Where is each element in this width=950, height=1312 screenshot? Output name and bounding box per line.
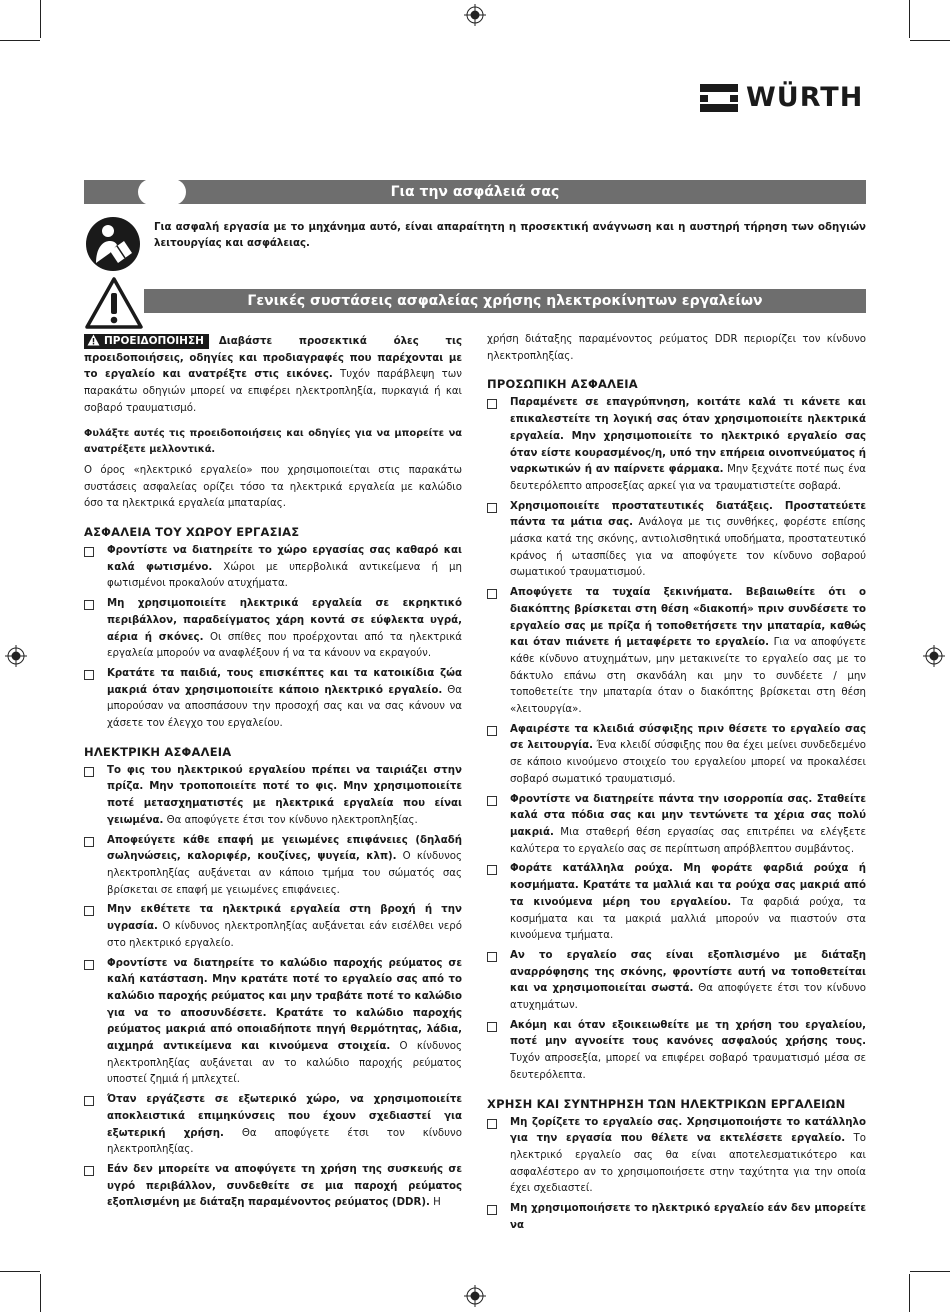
checkbox-icon <box>84 600 94 610</box>
list-item: Μην εκθέτετε τα ηλεκτρικά εργαλεία στη βροχή ή την υγρασία. Ο κίνδυνος ηλεκτροπληξίας αυξάνεται εάν εισέλθει νερό στο ηλεκτρικό εργαλείο. <box>84 902 462 952</box>
list-item: Το φις του ηλεκτρικού εργαλείου πρέπει να ταιριάζει στην πρίζα. Μην τροποποιείτε ποτέ το φις. Μην χρησιμοποιείτε ποτέ μετασχηματιστές με ηλεκτρικά εργαλεία που είναι γειωμένα. Θα αποφύγετε έτσι τον κίνδυνο ηλεκτροπληξίας. <box>84 763 462 830</box>
keep-note: Φυλάξτε αυτές τις προειδοποιήσεις και οδηγίες για να μπορείτε να ανατρέξετε μελλοντικά. <box>84 427 462 456</box>
registration-mark-icon <box>464 4 486 26</box>
crop-mark <box>910 40 950 41</box>
checkbox-icon <box>84 1096 94 1106</box>
crop-mark <box>909 0 910 38</box>
crop-mark <box>40 0 41 38</box>
checkbox-icon <box>487 1205 497 1215</box>
list-item: Μη χρησιμοποιήσετε το ηλεκτρικό εργαλείο εάν δεν μπορείτε να <box>487 1201 866 1234</box>
checkbox-icon <box>487 399 497 409</box>
registration-mark-icon <box>5 645 27 667</box>
warning-paragraph <box>84 334 462 418</box>
checkbox-icon <box>84 670 94 680</box>
brand-logo-text: WÜRTH <box>746 82 864 113</box>
heading-personal-safety: ΠΡΟΣΩΠΙΚΗ ΑΣΦΑΛΕΙΑ <box>487 377 638 392</box>
list-item: Μη ζορίζετε το εργαλείο σας. Χρησιμοποιήστε το κατάλληλο για την εργασία που θέλετε να εκτελέσετε εργαλείο. Το ηλεκτρικό εργαλείο σας θα είναι αποτελεσματικότερο και ασφαλέστερο αν το χρησιμοποιήσετε στην ταχύτητα για την οποία έχει σχεδιαστεί. <box>487 1115 866 1199</box>
list-item: Ακόμη και όταν εξοικειωθείτε με τη χρήση του εργαλείου, ποτέ μην αγνοείτε τους κανόνες ασφαλούς χρήσης τους. Τυχόν απροσεξία, μπορεί να επιφέρει σοβαρό τραυματισμό μέσα σε δευτερόλεπτα. <box>487 1018 866 1085</box>
list-item: Φοράτε κατάλληλα ρούχα. Μη φοράτε φαρδιά ρούχα ή κοσμήματα. Κρατάτε τα μαλλιά και τα ρούχα σας μακριά από τα κινούμενα μέρη του εργαλείου. Τα φαρδιά ρούχα, τα κοσμήματα και τα μακριά μαλλιά μπορούν να πιαστούν στα κινούμενα τμήματα. <box>487 861 866 945</box>
section-title: Για την ασφάλειά σας <box>390 184 560 200</box>
continued-paragraph: χρήση διάταξης παραμένοντος ρεύματος DDR περιορίζει τον κίνδυνο ηλεκτροπληξίας. <box>487 334 866 362</box>
checkbox-icon <box>84 1166 94 1176</box>
registration-mark-icon <box>464 1285 486 1307</box>
warning-text: Τυχόν παράβλεψη των παρακάτω οδηγιών μπορεί να επιφέρει ηλεκτροπληξία, πυρκαγιά ή και σοβαρό τραυματισμό. <box>84 369 462 414</box>
list-item: Εάν δεν μπορείτε να αποφύγετε τη χρήση της συσκευής σε υγρό περιβάλλον, συνδεθείτε σε μια παροχή ρεύματος εξοπλισμένη με διάταξη παραμένοντος ρεύματος (DDR). Η <box>84 1162 462 1212</box>
checkbox-icon <box>487 589 497 599</box>
warning-bold: Διαβάστε προσεκτικά όλες τις προειδοποιήσεις, οδηγίες και προδιαγραφές που παρέχονται με το εργαλείο και ανατρέξτε στις εικόνες. <box>84 336 462 381</box>
list-item: Χρησιμοποιείτε προστατευτικές διατάξεις. Προστατεύετε πάντα τα μάτια σας. Ανάλογα με τις συνθήκες, φορέστε επίσης μάσκα κατά της σκόνης, αντιολισθητικά υποδήματα, προστατευτικό κράνος ή ωτασπίδες για να αποφύγετε τον κίνδυνο σοβαρού σωματικού τραυματισμού. <box>487 499 866 583</box>
crop-mark <box>909 1274 910 1312</box>
checkbox-icon <box>84 906 94 916</box>
list-item: Αποφεύγετε κάθε επαφή με γειωμένες επιφάνειες (δηλαδή σωληνώσεις, καλοριφέρ, κουζίνες, ψυγεία, κλπ). Ο κίνδυνος ηλεκτροπληξίας αυξάνεται αν κάποιο τμήμα του σώματός σας βρίσκεται σε επαφή με γειωμένες επιφάνειες. <box>84 833 462 900</box>
crop-mark <box>0 40 40 41</box>
list-item: Αν το εργαλείο σας είναι εξοπλισμένο με διάταξη αναρρόφησης της σκόνης, φροντίστε αυτή να τοποθετείται και να χρησιμοποιείται σωστά. Θα αποφύγετε έτσι τον κίνδυνο ατυχημάτων. <box>487 948 866 1015</box>
warning-triangle-icon <box>84 276 144 330</box>
list-item: Φροντίστε να διατηρείτε το χώρο εργασίας σας καθαρό και καλά φωτισμένο. Χώροι με υπερβολικά αντικείμενα ή μη φωτισμένοι προκαλούν ατυχήματα. <box>84 543 462 593</box>
warning-small-icon <box>87 334 100 346</box>
checkbox-icon <box>487 1022 497 1032</box>
list-item: Παραμένετε σε επαγρύπνηση, κοιτάτε καλά τι κάνετε και επικαλεστείτε τη λογική σας όταν χρησιμοποιείτε ηλεκτρικά εργαλεία. Μην χρησιμοποιείτε το ηλεκτρικό εργαλείο σας όταν είστε κουρασμένος/η, υπό την επήρεια οινοπνεύματος ή ναρκωτικών ή αν παίρνετε φάρμακα. Μην ξεχνάτε ποτέ πως ένα δευτερόλεπτο απροσεξίας αρκεί για να τραυματιστείτε σοβαρά. <box>487 395 866 495</box>
checkbox-icon <box>84 547 94 557</box>
checkbox-icon <box>84 960 94 970</box>
wurth-logo-icon <box>700 84 738 112</box>
crop-mark <box>910 1271 950 1272</box>
general-safety-title: Γενικές συστάσεις ασφαλείας χρήσης ηλεκτροκίνητων εργαλείων <box>247 293 763 309</box>
crop-mark <box>0 1271 40 1272</box>
heading-work-area-safety: ΑΣΦΑΛΕΙΑ ΤΟΥ ΧΩΡΟΥ ΕΡΓΑΣΙΑΣ <box>84 525 300 540</box>
warning-badge-label: ΠΡΟΕΙΔΟΠΟΙΗΣΗ <box>104 335 204 347</box>
checkbox-icon <box>487 503 497 513</box>
checkbox-icon <box>84 767 94 777</box>
registration-mark-icon <box>923 645 945 667</box>
warning-badge <box>84 334 209 349</box>
term-paragraph: Ο όρος «ηλεκτρικό εργαλείο» που χρησιμοποιείται στις παρακάτω συστάσεις ασφαλείας ορίζει τόσο τα ηλεκτρικά εργαλεία με καλώδιο όσο τα ηλεκτρικά εργαλεία μπαταρίας. <box>84 464 462 510</box>
list-item: Όταν εργάζεστε σε εξωτερικό χώρο, να χρησιμοποιείτε αποκλειστικά επιμηκύνσεις που έχουν σχεδιαστεί για εξωτερική χρήση. Θα αποφύγετε έτσι τον κίνδυνο ηλεκτροπληξίας. <box>84 1092 462 1159</box>
left-column <box>84 334 462 1212</box>
list-item: Κρατάτε τα παιδιά, τους επισκέπτες και τα κατοικίδια ζώα μακριά όταν χρησιμοποιείτε κάποιο ηλεκτρικό εργαλείο. Θα μπορούσαν να αποσπάσουν την προσοχή σας και να σας κάνουν να χάσετε τον έλεγχο του εργαλείου. <box>84 666 462 733</box>
heading-use-and-maintenance: ΧΡΗΣΗ ΚΑΙ ΣΥΝΤΗΡΗΣΗ ΤΩΝ ΗΛΕΚΤΡΙΚΩΝ ΕΡΓΑΛΕΙΩΝ <box>487 1096 846 1111</box>
checkbox-icon <box>487 952 497 962</box>
list-item: Αφαιρέστε τα κλειδιά σύσφιξης πριν θέσετε το εργαλείο σας σε λειτουργία. Ένα κλειδί σύσφιξης που θα έχει μείνει συνδεδεμένο σε κάποιο κινούμενο στοιχείο του εργαλείου μπορεί να προκαλέσει σοβαρό σωματικό τραυματισμό. <box>487 722 866 789</box>
checkbox-icon <box>487 796 497 806</box>
general-safety-bar <box>144 289 866 313</box>
read-manual-icon <box>86 217 140 271</box>
list-item: Φροντίστε να διατηρείτε το καλώδιο παροχής ρεύματος σε καλή κατάσταση. Μην κρατάτε ποτέ το εργαλείο σας από το καλώδιο παροχής ρεύματος και μην τραβάτε ποτέ το καλώδιο για να το αποσυνδέσετε. Κρατάτε το καλώδιο παροχής ρεύματος μακριά από οποιαδήποτε πηγή θερμότητας, λάδια, αιχμηρά αντικείμενα και κινούμενα στοιχεία. Ο κίνδυνος ηλεκτροπληξίας αυξάνεται αν το καλώδιο παροχής ρεύματος υποστεί ζημιά ή μπλεχτεί. <box>84 956 462 1090</box>
list-item: Φροντίστε να διατηρείτε πάντα την ισορροπία σας. Σταθείτε καλά στα πόδια σας και μην τεντώνετε τα χέρια σας πολύ μακριά. Μια σταθερή θέση εργασίας σας επιτρέπει να ελέγξετε καλύτερα το εργαλείο σας σε περίπτωση απρόβλεπτου συμβάντος. <box>487 792 866 859</box>
intro-notice: Για ασφαλή εργασία με το μηχάνημα αυτό, είναι απαραίτητη η προσεκτική ανάγνωση και η αυστηρή τήρηση των οδηγιών λειτουργίας και ασφάλειας. <box>154 222 866 249</box>
crop-mark <box>40 1274 41 1312</box>
list-item: Αποφύγετε τα τυχαία ξεκινήματα. Βεβαιωθείτε ότι ο διακόπτης βρίσκεται στη θέση «διακοπή» πριν συνδέσετε το εργαλείο σας με πρίζα ή τοποθετήσετε την μπαταρία, καθώς και όταν πιάνετε ή μεταφέρετε το εργαλείο. Για να αποφύγετε κάθε κίνδυνο ατυχημάτων, μην μετακινείτε το εργαλείο σας με το δάκτυλο επάνω στη σκανδάλη και μην το συνδέετε / μην τοποθετείτε την μπαταρία όταν ο διακόπτης βρίσκεται στη θέση «λειτουργία». <box>487 585 866 719</box>
heading-electrical-safety: ΗΛΕΚΤΡΙΚΗ ΑΣΦΑΛΕΙΑ <box>84 744 232 759</box>
brand-logo <box>700 83 868 113</box>
checkbox-icon <box>487 865 497 875</box>
checkbox-icon <box>84 837 94 847</box>
list-item: Μη χρησιμοποιείτε ηλεκτρικά εργαλεία σε εκρηκτικό περιβάλλον, παραδείγματος χάρη κοντά σε εύφλεκτα υγρά, αέρια ή σκόνες. Οι σπίθες που προέρχονται από τα ηλεκτρικά εργαλεία μπορούν να αναφλέξουν ή να τα κάνουν να εκραγούν. <box>84 596 462 663</box>
checkbox-icon <box>487 726 497 736</box>
section-header-bar <box>84 180 866 204</box>
right-column <box>487 332 866 1234</box>
checkbox-icon <box>487 1119 497 1129</box>
